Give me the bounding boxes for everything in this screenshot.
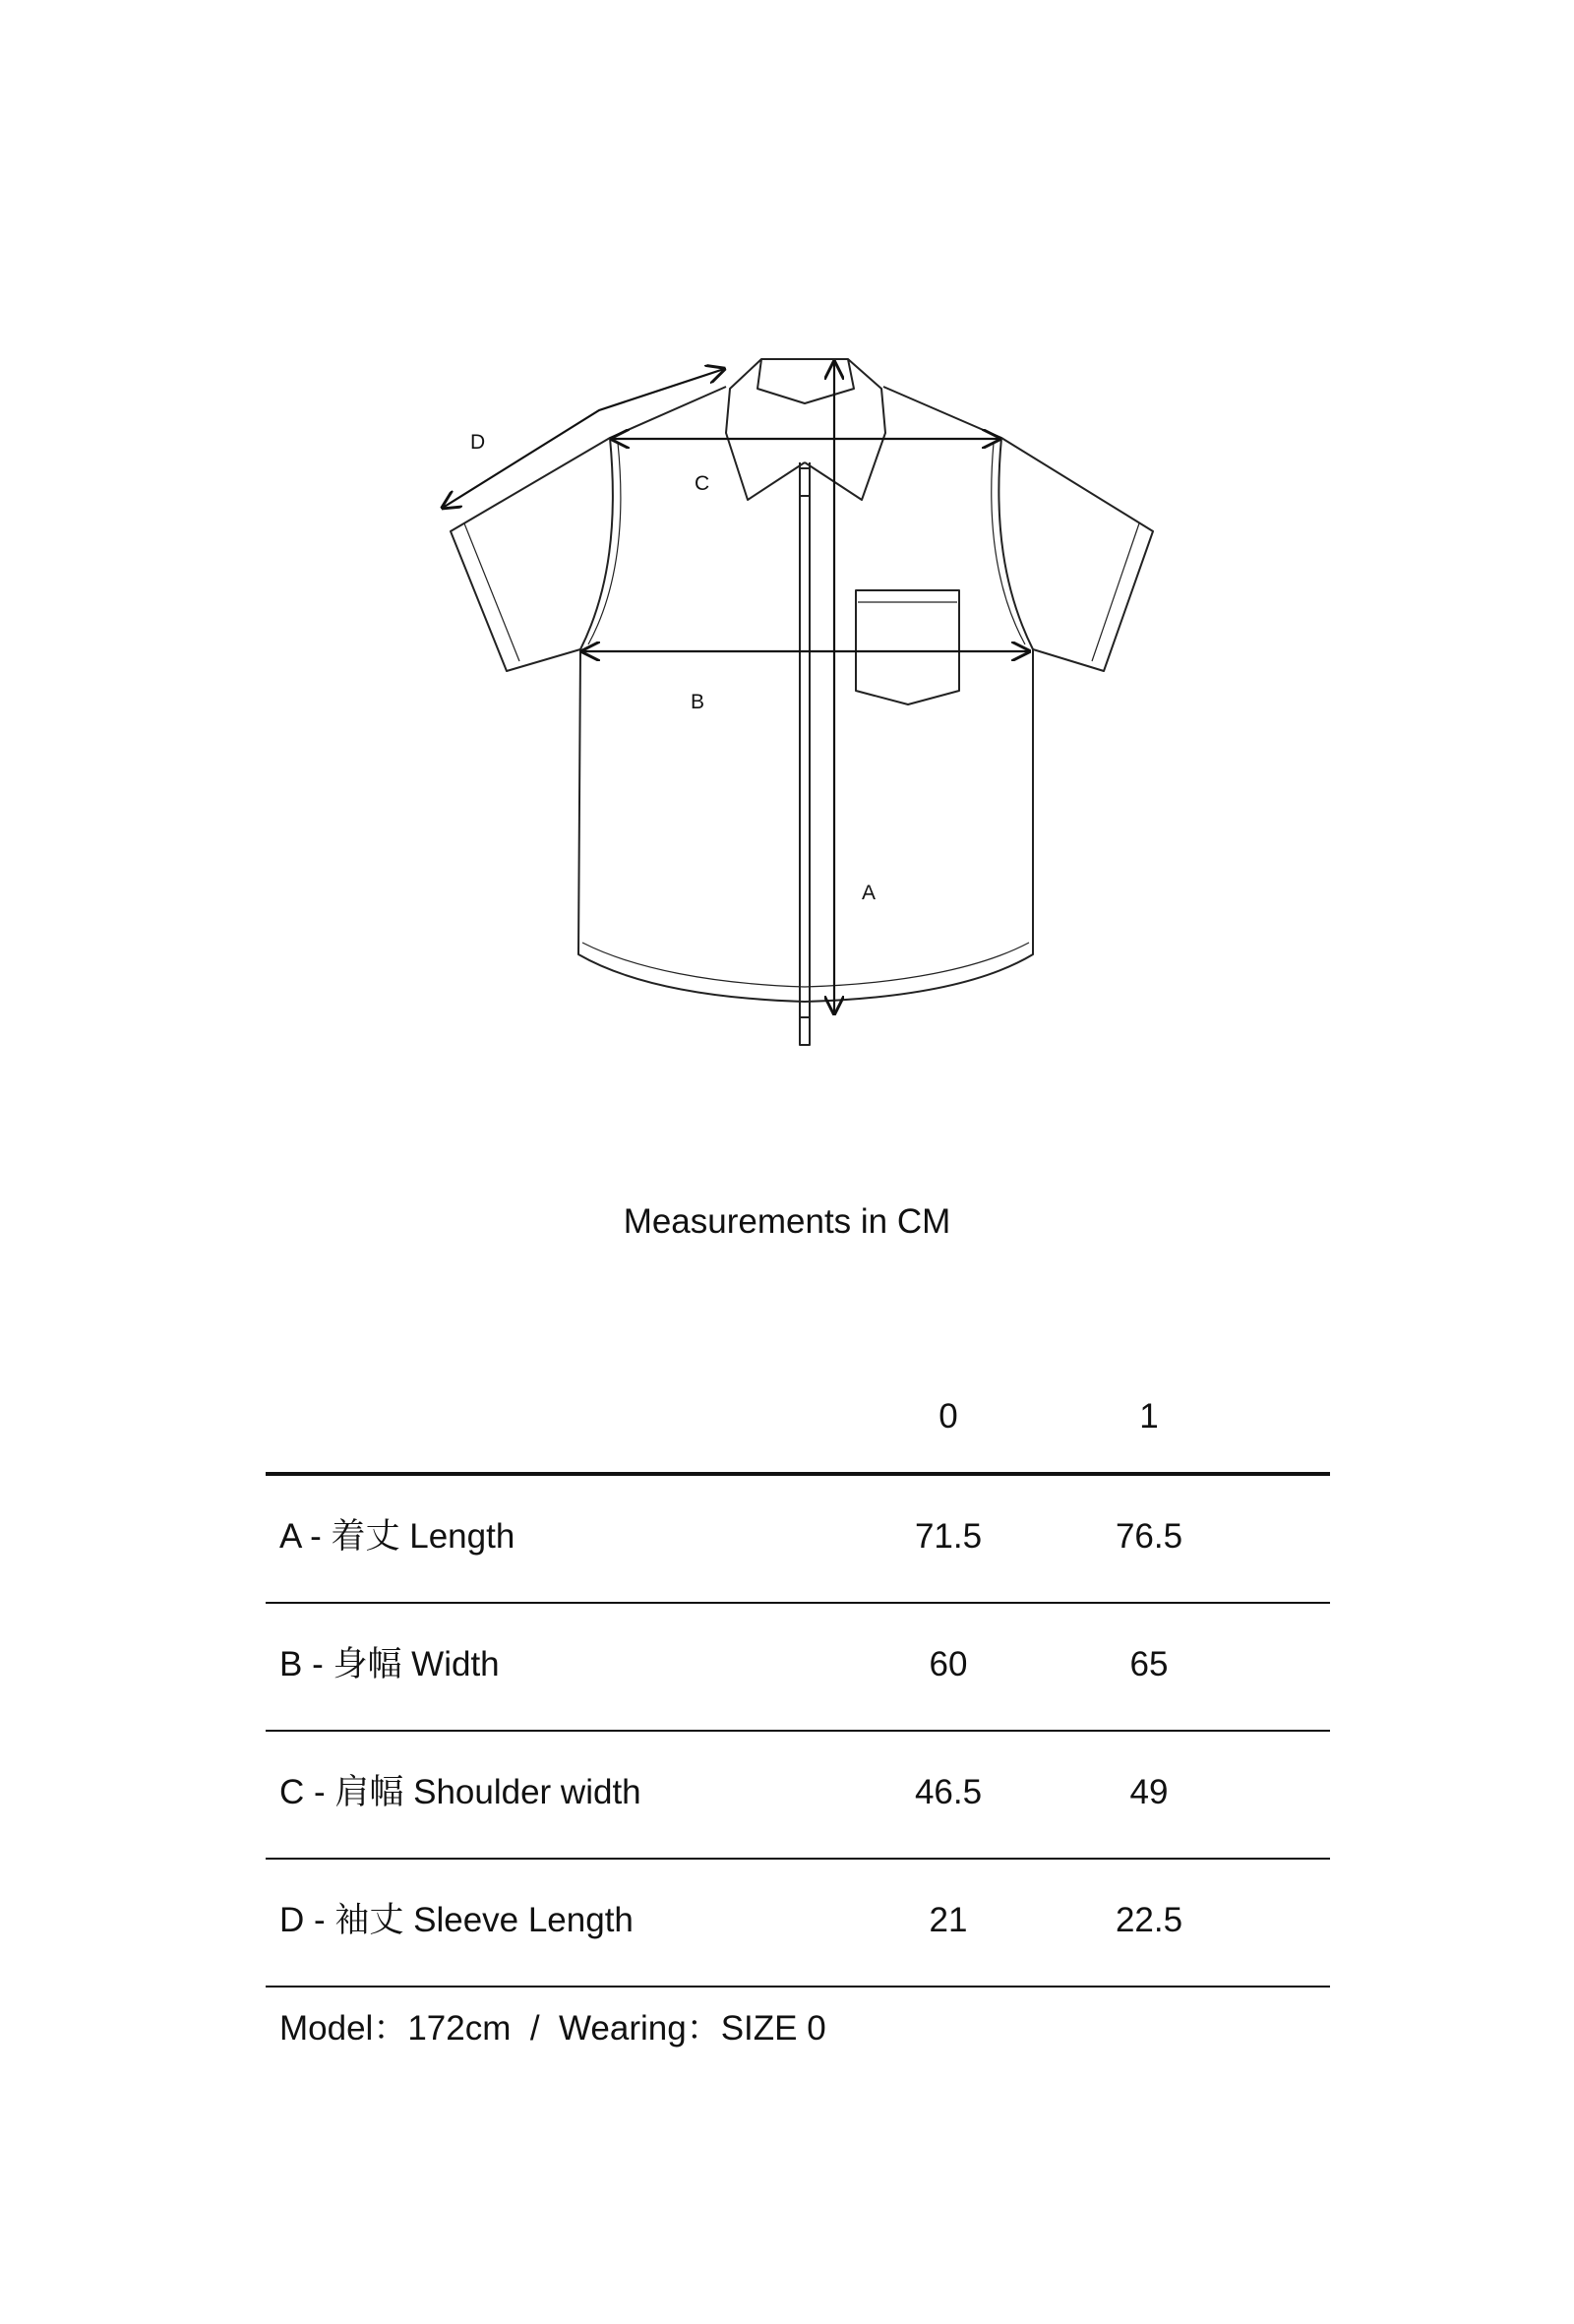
zipper-pull-top	[800, 468, 810, 496]
size-table	[266, 1377, 1330, 1988]
hem-stitch	[582, 943, 1029, 987]
shirt-body-outline	[578, 387, 1033, 1002]
left-armhole-stitch	[588, 443, 621, 644]
right-armhole-stitch	[992, 443, 1025, 644]
collar-band	[757, 359, 854, 403]
label-d: D	[470, 431, 486, 454]
label-a: A	[862, 882, 877, 904]
size-header-0: 0	[938, 1397, 958, 1436]
row-value-size-1: 22.5	[1115, 1901, 1183, 1939]
right-sleeve	[1001, 438, 1153, 671]
measurements-caption: Measurements in CM	[623, 1202, 951, 1241]
table-row-sleeve-length	[266, 1860, 1330, 1988]
table-row-length	[266, 1476, 1330, 1604]
row-label: A - 着丈 Length	[279, 1517, 515, 1556]
row-label: D - 袖丈 Sleeve Length	[279, 1901, 634, 1939]
row-value-size-0: 46.5	[914, 1773, 983, 1811]
table-row-width	[266, 1604, 1330, 1732]
row-value-size-1: 65	[1129, 1645, 1169, 1683]
left-sleeve-hem	[464, 523, 519, 661]
table-header-row	[266, 1377, 1330, 1476]
table-row-shoulder-width	[266, 1732, 1330, 1860]
collar-right	[805, 359, 885, 500]
size-header-1: 1	[1139, 1397, 1159, 1436]
row-label: C - 肩幅 Shoulder width	[279, 1773, 641, 1811]
label-c: C	[695, 472, 710, 495]
row-value-size-0: 60	[929, 1645, 968, 1683]
model-note: Model：172cm / Wearing：SIZE 0	[279, 2009, 826, 2048]
row-value-size-0: 71.5	[914, 1517, 983, 1556]
shirt-measurement-diagram	[0, 0, 1574, 1082]
label-b: B	[691, 691, 705, 713]
zipper-pull-bottom	[800, 1017, 810, 1045]
row-value-size-1: 76.5	[1115, 1517, 1183, 1556]
row-value-size-1: 49	[1129, 1773, 1169, 1811]
row-value-size-0: 21	[929, 1901, 968, 1939]
collar-left	[726, 359, 805, 500]
row-label: B - 身幅 Width	[279, 1645, 500, 1683]
chest-pocket	[856, 590, 959, 704]
